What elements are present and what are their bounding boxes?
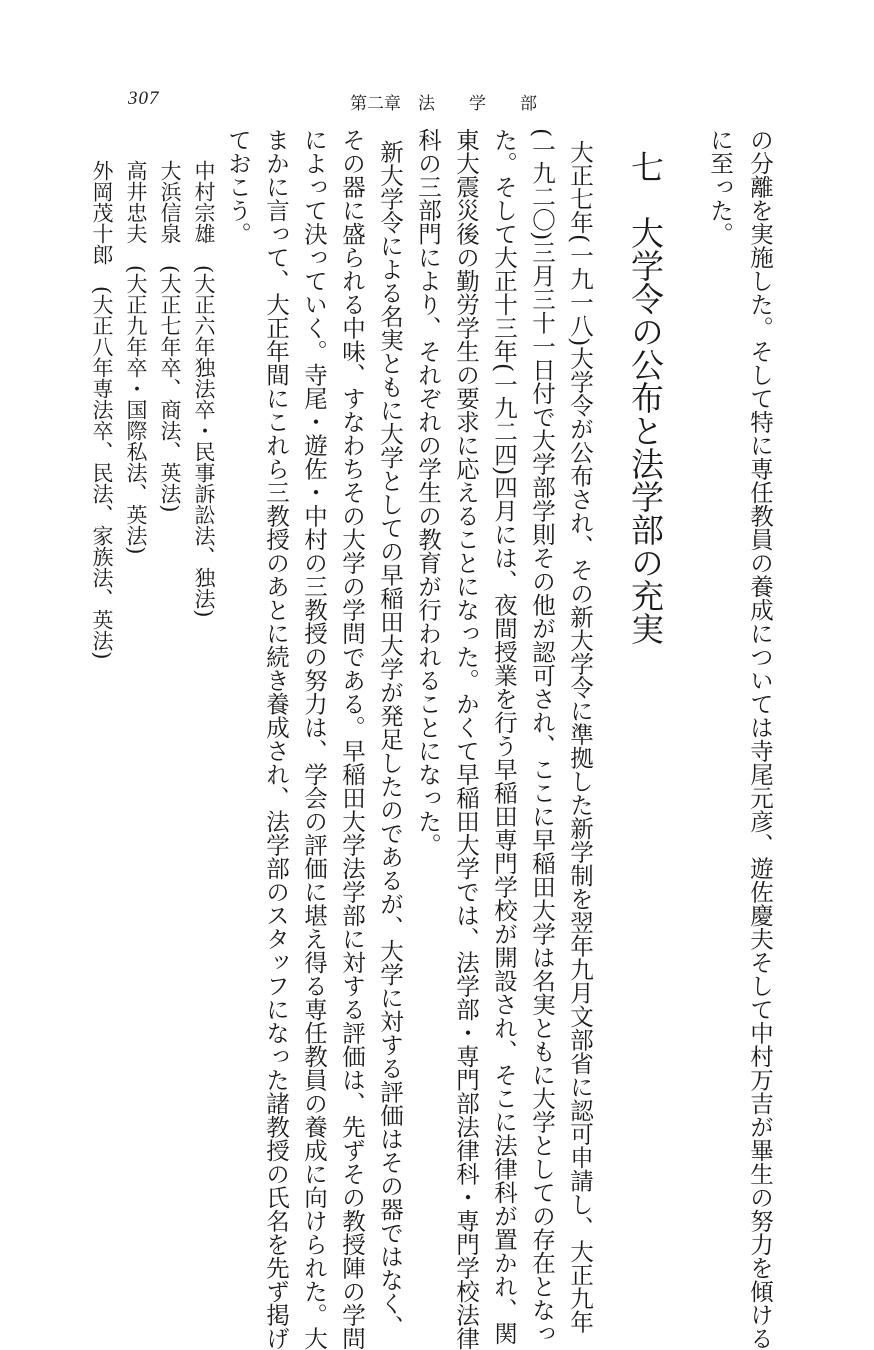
- text-line: 東大震災後の勤労学生の要求に応えることになった。かくて早稲田大学では、法学部・専門部法律科・専門学校法律: [452, 128, 480, 1350]
- text-line: その器に盛られる中味、すなわちその大学の学問である。早稲田大学法学部に対する評価は、先ずその教授陣の学問: [338, 128, 366, 1350]
- text-line: によって決っていく。寺尾・遊佐・中村の三教授の努力は、学会の評価に堪え得る専任教員の養成に向けられた。大: [300, 128, 328, 1350]
- page-number: 307: [128, 88, 160, 109]
- faculty-list-item: 中村宗雄 (大正六年独法卒・民事訴訟法、独法): [192, 160, 216, 618]
- running-header: 第二章 法 学 部: [350, 94, 537, 114]
- text-line: に至った。: [706, 128, 734, 246]
- text-line: 大正七年(一九一八)大学令が公布され、その新大学令に準拠した新学制を翌年九月文部省に認可申請し、大正九年: [566, 140, 594, 1334]
- text-line: (一九二〇)三月三十一日付で大学部学則その他が認可され、ここに早稲田大学は名実ともに大学としての存在となっ: [528, 128, 556, 1345]
- text-line: ておこう。: [224, 128, 252, 246]
- faculty-list-item: 外岡茂十郎 (大正八年専法卒、民法、家族法、英法): [90, 160, 114, 660]
- text-line: 新大学令による名実ともに大学としての早稲田大学が発足したのであるが、大学に対する評価はその器ではなく、: [376, 140, 404, 1339]
- faculty-list-item: 大浜信泉 (大正七年卒、商法、英法): [158, 160, 182, 513]
- section-heading: 七 大学令の公布と法学部の充実: [626, 150, 665, 645]
- text-line: 科の三部門により、それぞれの学生の教育が行われることになった。: [414, 128, 442, 857]
- text-line: の分離を実施した。そして特に専任教員の養成については寺尾元彦、遊佐慶夫そして中村万吉が畢生の努力を傾ける: [746, 128, 774, 1350]
- faculty-list-item: 高井忠夫 (大正九年卒・国際私法、英法): [124, 160, 148, 555]
- text-line: まかに言って、大正年間にこれら三教授のあとに続き養成され、法学部のスタッフになった諸教授の氏名を先ず掲げ: [262, 128, 290, 1350]
- text-line: た。そして大正十三年(一九二四)四月には、夜間授業を行う早稲田専門学校が開設され、そこに法律科が置かれ、関: [490, 128, 518, 1345]
